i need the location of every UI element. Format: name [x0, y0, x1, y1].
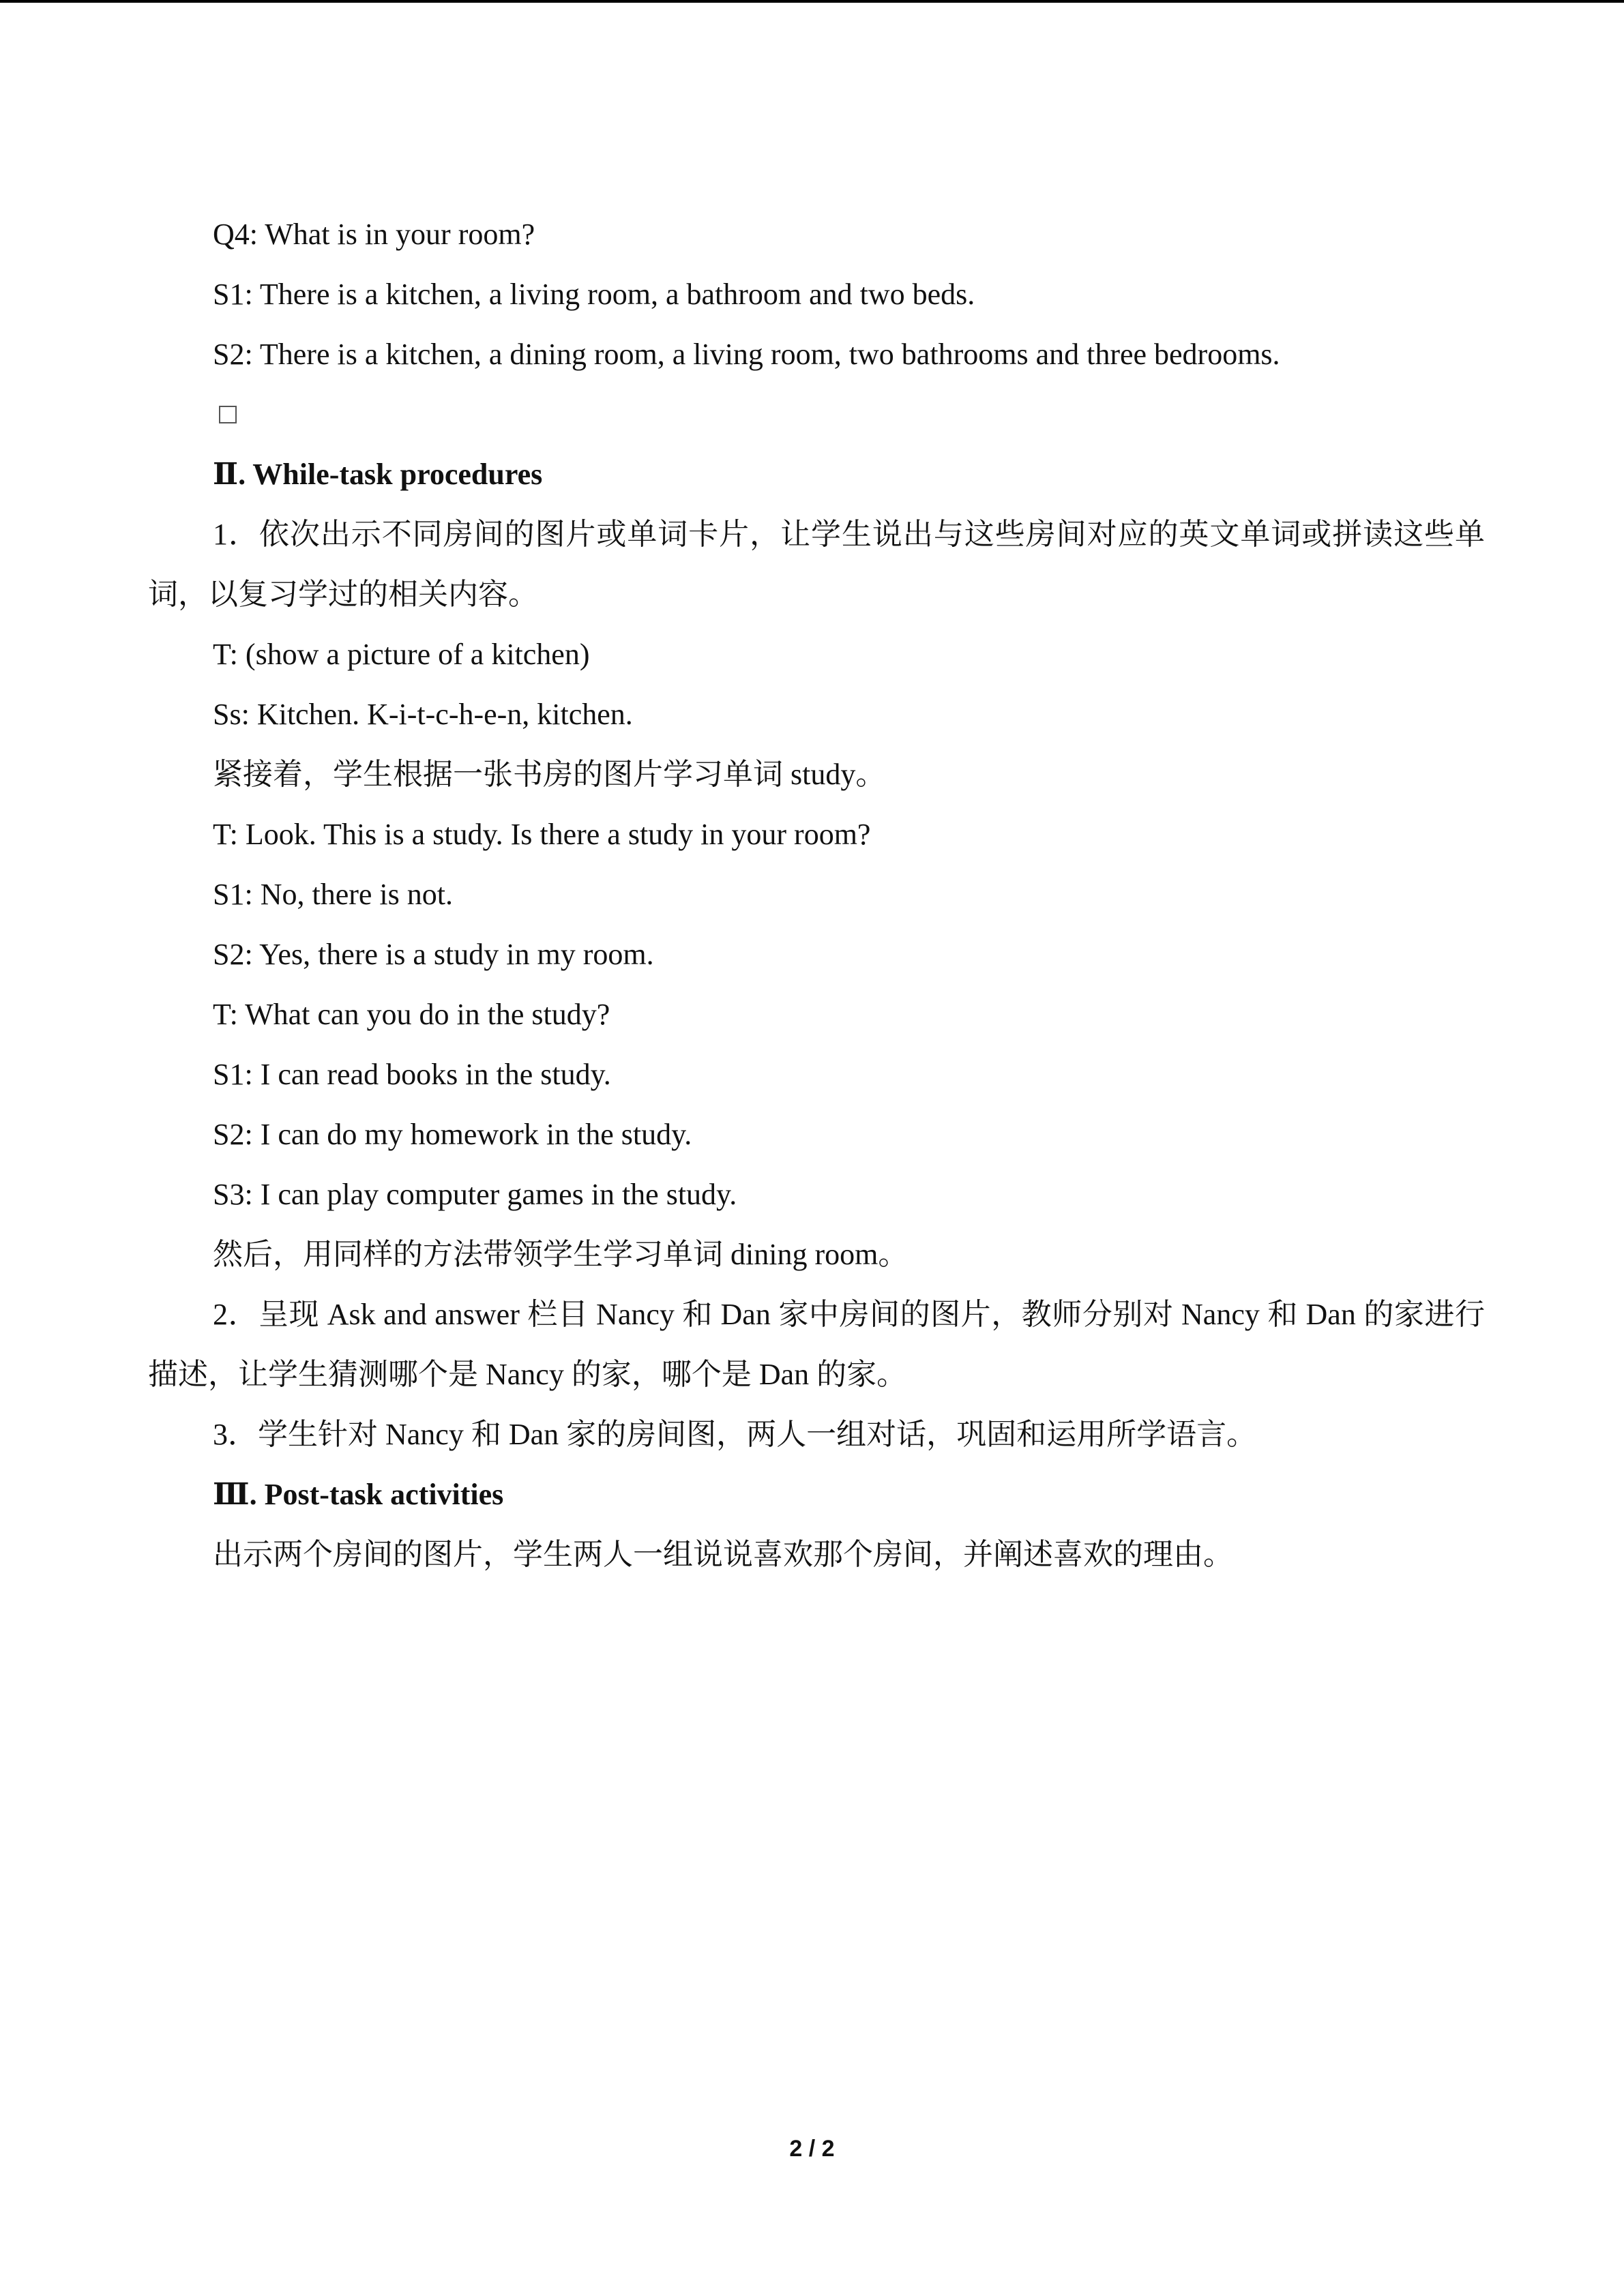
- section3-heading: Ⅲ. Post-task activities: [213, 1478, 504, 1511]
- empty-checkbox-icon: [219, 406, 237, 423]
- teacher-show-kitchen: T: (show a picture of a kitchen): [213, 638, 590, 671]
- study-intro: 紧接着，学生根据一张书房的图片学习单词 study。: [213, 758, 886, 791]
- student2-yes: S2: Yes, there is a study in my room.: [213, 938, 654, 971]
- student1-no: S1: No, there is not.: [213, 878, 453, 911]
- student3-games: S3: I can play computer games in the study.: [213, 1178, 737, 1211]
- student2-answer: S2: There is a kitchen, a dining room, a living room, two bathrooms and three bedrooms.: [213, 338, 1280, 371]
- student1-read: S1: I can read books in the study.: [213, 1058, 611, 1091]
- page-top-border: [0, 0, 1624, 3]
- step2-paragraph: 2．呈现 Ask and answer 栏目 Nancy 和 Dan 家中房间的图片，教师分别对 Nancy 和 Dan 的家进行描述，让学生猜测哪个是 Nancy 的家，哪个是 Dan 的家。: [148, 1298, 1485, 1391]
- page-number: 2 / 2: [789, 2136, 835, 2162]
- student1-answer: S1: There is a kitchen, a living room, a bathroom and two beds.: [213, 278, 975, 311]
- document-body: [148, 205, 1485, 1585]
- students-kitchen: Ss: Kitchen. K-i-t-c-h-e-n, kitchen.: [213, 698, 633, 731]
- post-task-paragraph: 出示两个房间的图片，学生两人一组说说喜欢那个房间，并阐述喜欢的理由。: [213, 1538, 1233, 1571]
- teacher-what-do: T: What can you do in the study?: [213, 998, 610, 1031]
- teacher-look-study: T: Look. This is a study. Is there a study in your room?: [213, 818, 871, 851]
- section2-heading: Ⅱ. While-task procedures: [213, 458, 543, 491]
- question-q4: Q4: What is in your room?: [213, 218, 535, 251]
- step3-paragraph: 3．学生针对 Nancy 和 Dan 家的房间图，两人一组对话，巩固和运用所学语言。: [213, 1418, 1257, 1451]
- step1-paragraph: 1．依次出示不同房间的图片或单词卡片，让学生说出与这些房间对应的英文单词或拼读这些单词，以复习学过的相关内容。: [148, 518, 1485, 611]
- student2-homework: S2: I can do my homework in the study.: [213, 1118, 692, 1151]
- dining-intro: 然后，用同样的方法带领学生学习单词 dining room。: [213, 1238, 909, 1271]
- checkbox-row: [148, 385, 1485, 445]
